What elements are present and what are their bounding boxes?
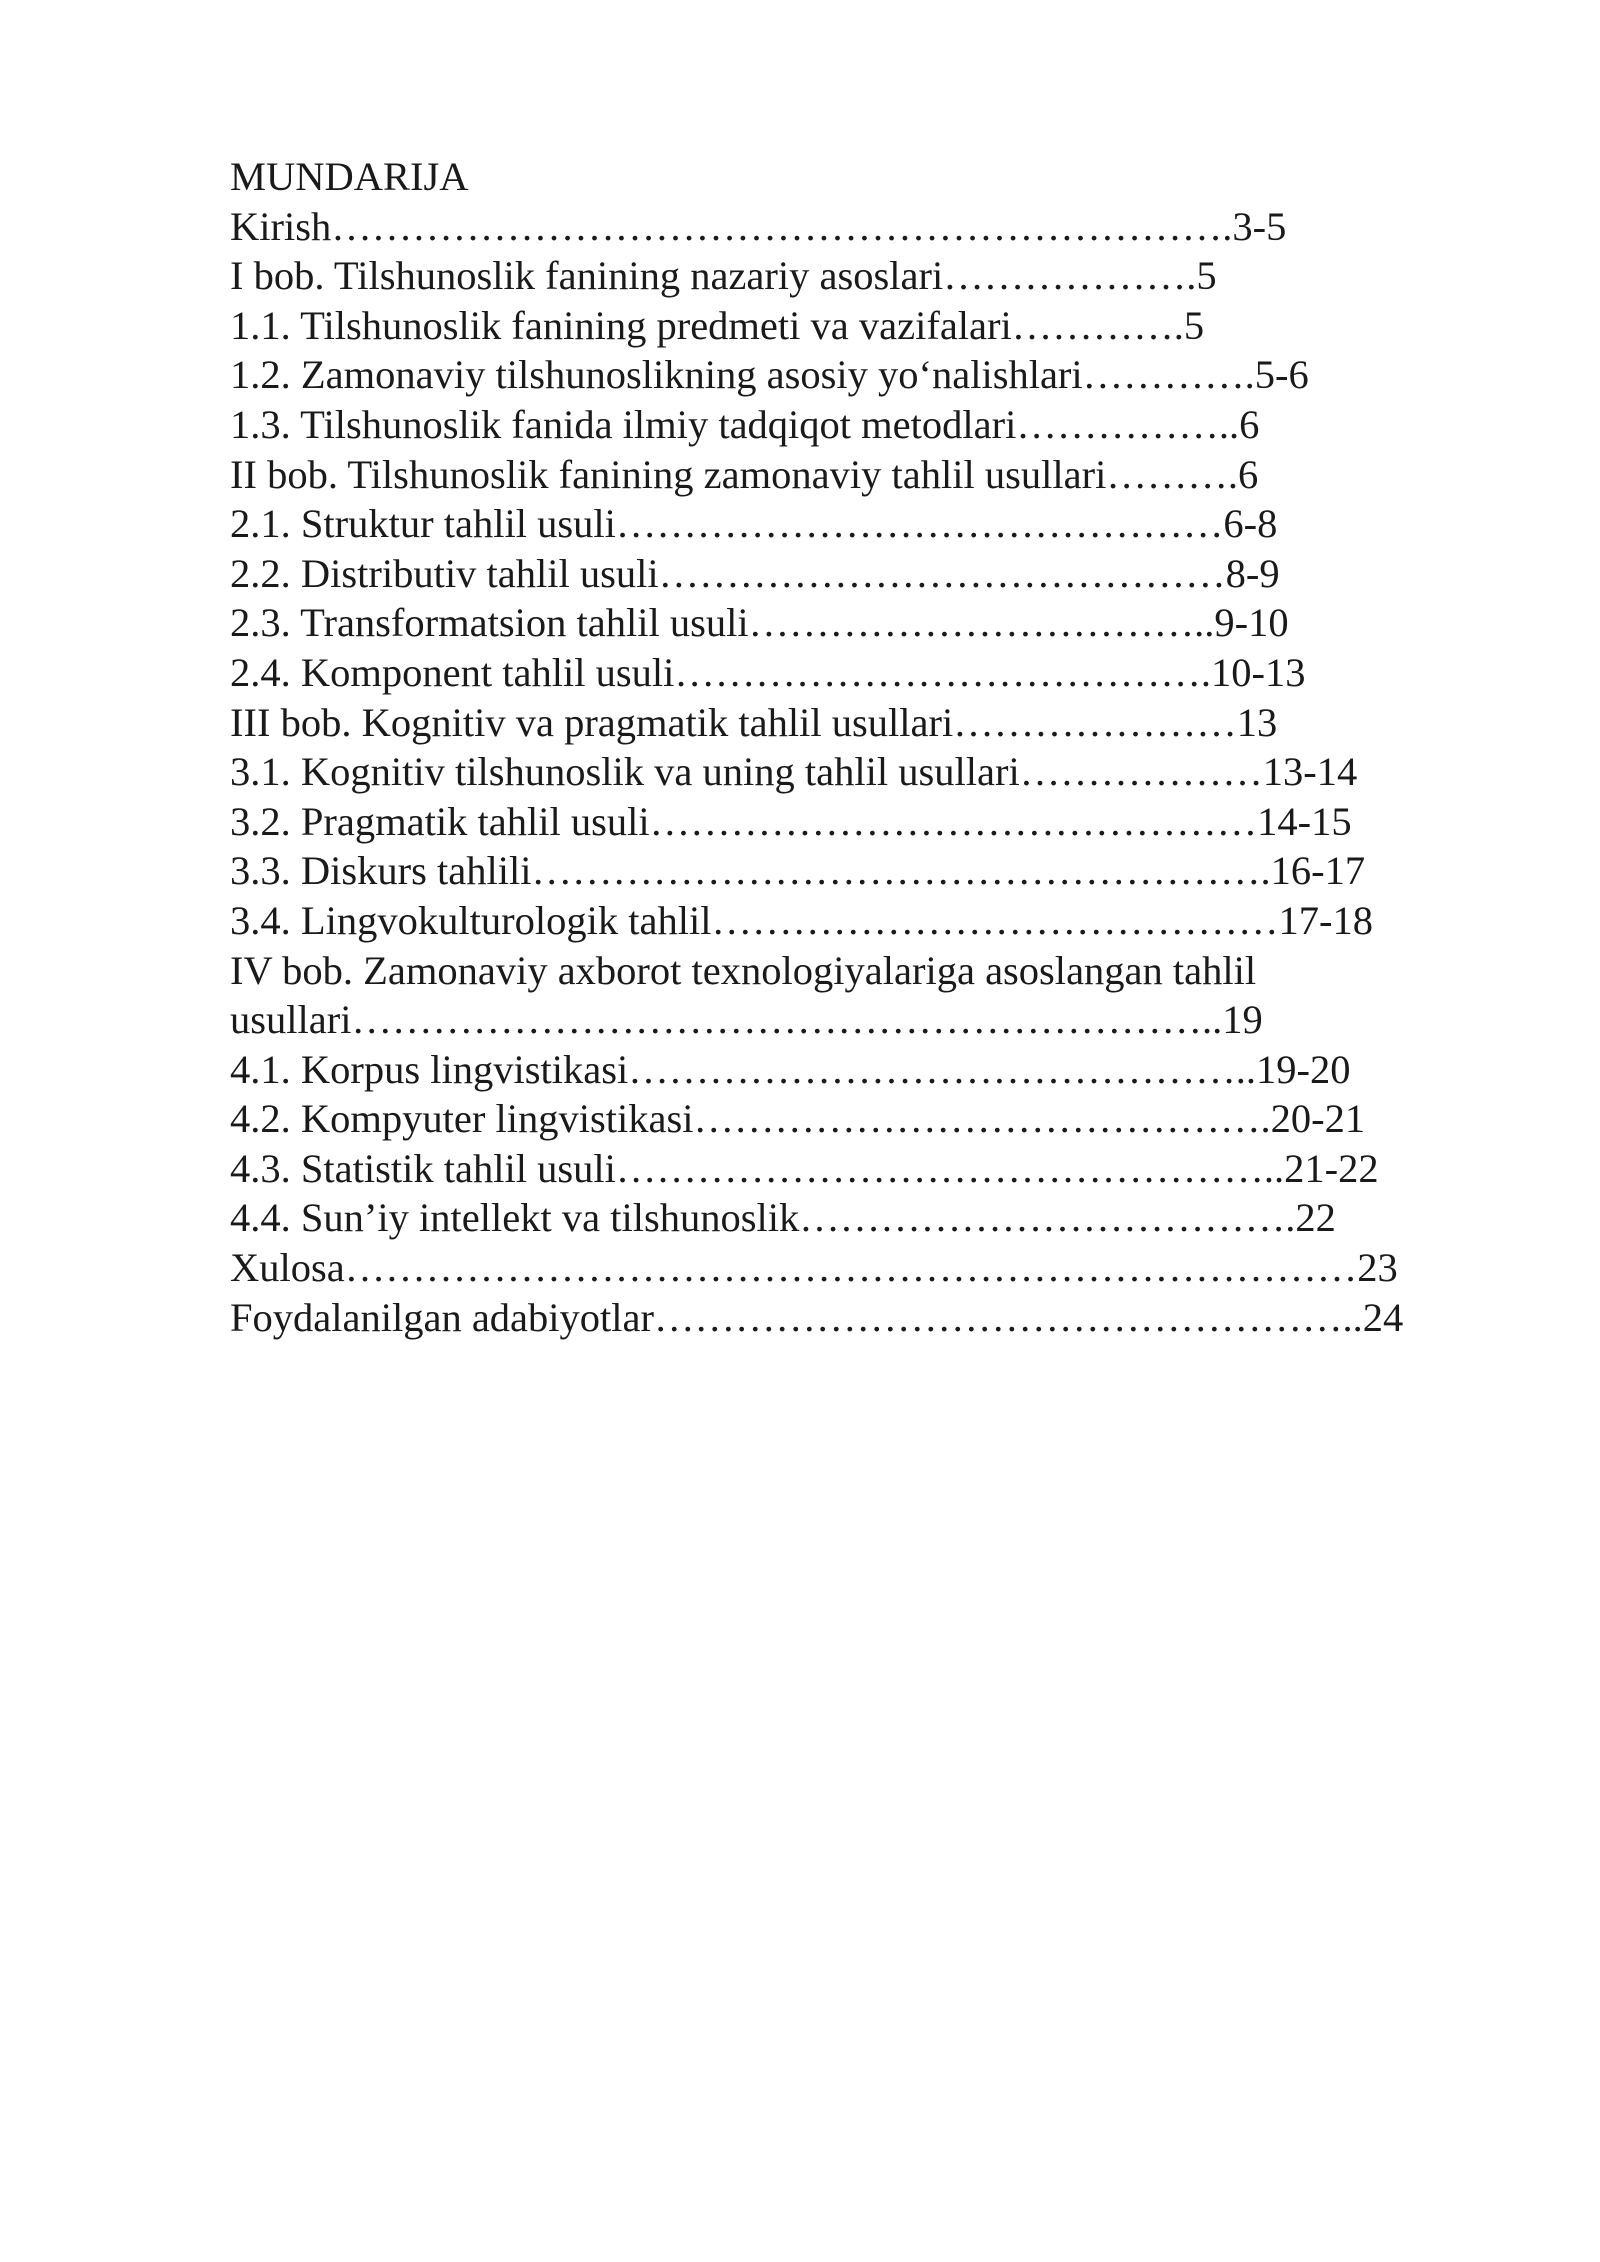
toc-entry-1-3: 1.3. Tilshunoslik fanida ilmiy tadqiqot metodlari……………..6 — [230, 401, 1260, 447]
toc-entry-1-2: 1.2. Zamonaviy tilshunoslikning asosiy yo‘nalishlari………….5-6 — [230, 352, 1309, 398]
toc-entry-3-3: 3.3. Diskurs tahlili……………………………………………….16-17 — [230, 848, 1366, 894]
toc-entry-chapter-4: IV bob. Zamonaviy axborot texnologiyalariga asoslangan tahlil — [230, 947, 1257, 993]
toc-entry-4-4: 4.4. Sun’iy intellekt va tilshunoslik……………………………….22 — [230, 1195, 1336, 1241]
toc-entry-2-4: 2.4. Komponent tahlil usuli………………………………….10-13 — [230, 649, 1306, 695]
toc-entry-2-2: 2.2. Distributiv tahlil usuli……………………………………8-9 — [230, 550, 1280, 596]
toc-entry-4-1: 4.1. Korpus lingvistikasi………………………………………..19-20 — [230, 1046, 1351, 1092]
toc-entry-3-1: 3.1. Kognitiv tilshunoslik va uning tahlil usullari………………13-14 — [230, 749, 1358, 795]
toc-entry-4-2: 4.2. Kompyuter lingvistikasi…………………………………….20-21 — [230, 1096, 1366, 1142]
toc-entry-2-1: 2.1. Struktur tahlil usuli………………………………………6-8 — [230, 501, 1278, 547]
toc-entry-1-1: 1.1. Tilshunoslik fanining predmeti va vazifalari………….5 — [230, 302, 1205, 348]
toc-entry-xulosa: Xulosa…………………………………………………………………23 — [230, 1245, 1398, 1291]
toc-entry-4-3: 4.3. Statistik tahlil usuli…………………………………………..21-22 — [230, 1145, 1379, 1191]
toc-entry-kirish: Kirish………………………………………………………….3-5 — [230, 203, 1287, 249]
toc-entry-chapter-2: II bob. Tilshunoslik fanining zamonaviy tahlil usullari……….6 — [230, 451, 1259, 497]
table-of-contents — [230, 152, 1530, 1342]
toc-entry-2-3: 2.3. Transformatsion tahlil usuli……………………………..9-10 — [230, 600, 1289, 646]
toc-entry-chapter-4-cont: usullari………………………………………………………..19 — [230, 997, 1263, 1043]
toc-entry-chapter-3: III bob. Kognitiv va pragmatik tahlil usullari…………………13 — [230, 699, 1278, 745]
toc-entry-3-2: 3.2. Pragmatik tahlil usuli………………………………………14-15 — [230, 798, 1352, 844]
toc-entry-chapter-1: I bob. Tilshunoslik fanining nazariy asoslari……………….5 — [230, 253, 1217, 299]
toc-entry-3-4: 3.4. Lingvokulturologik tahlil……………………………………17-18 — [230, 897, 1373, 943]
toc-heading: MUNDARIJA — [230, 154, 469, 199]
toc-entry-adabiyotlar: Foydalanilgan adabiyotlar……………………………………………..24 — [230, 1294, 1404, 1340]
